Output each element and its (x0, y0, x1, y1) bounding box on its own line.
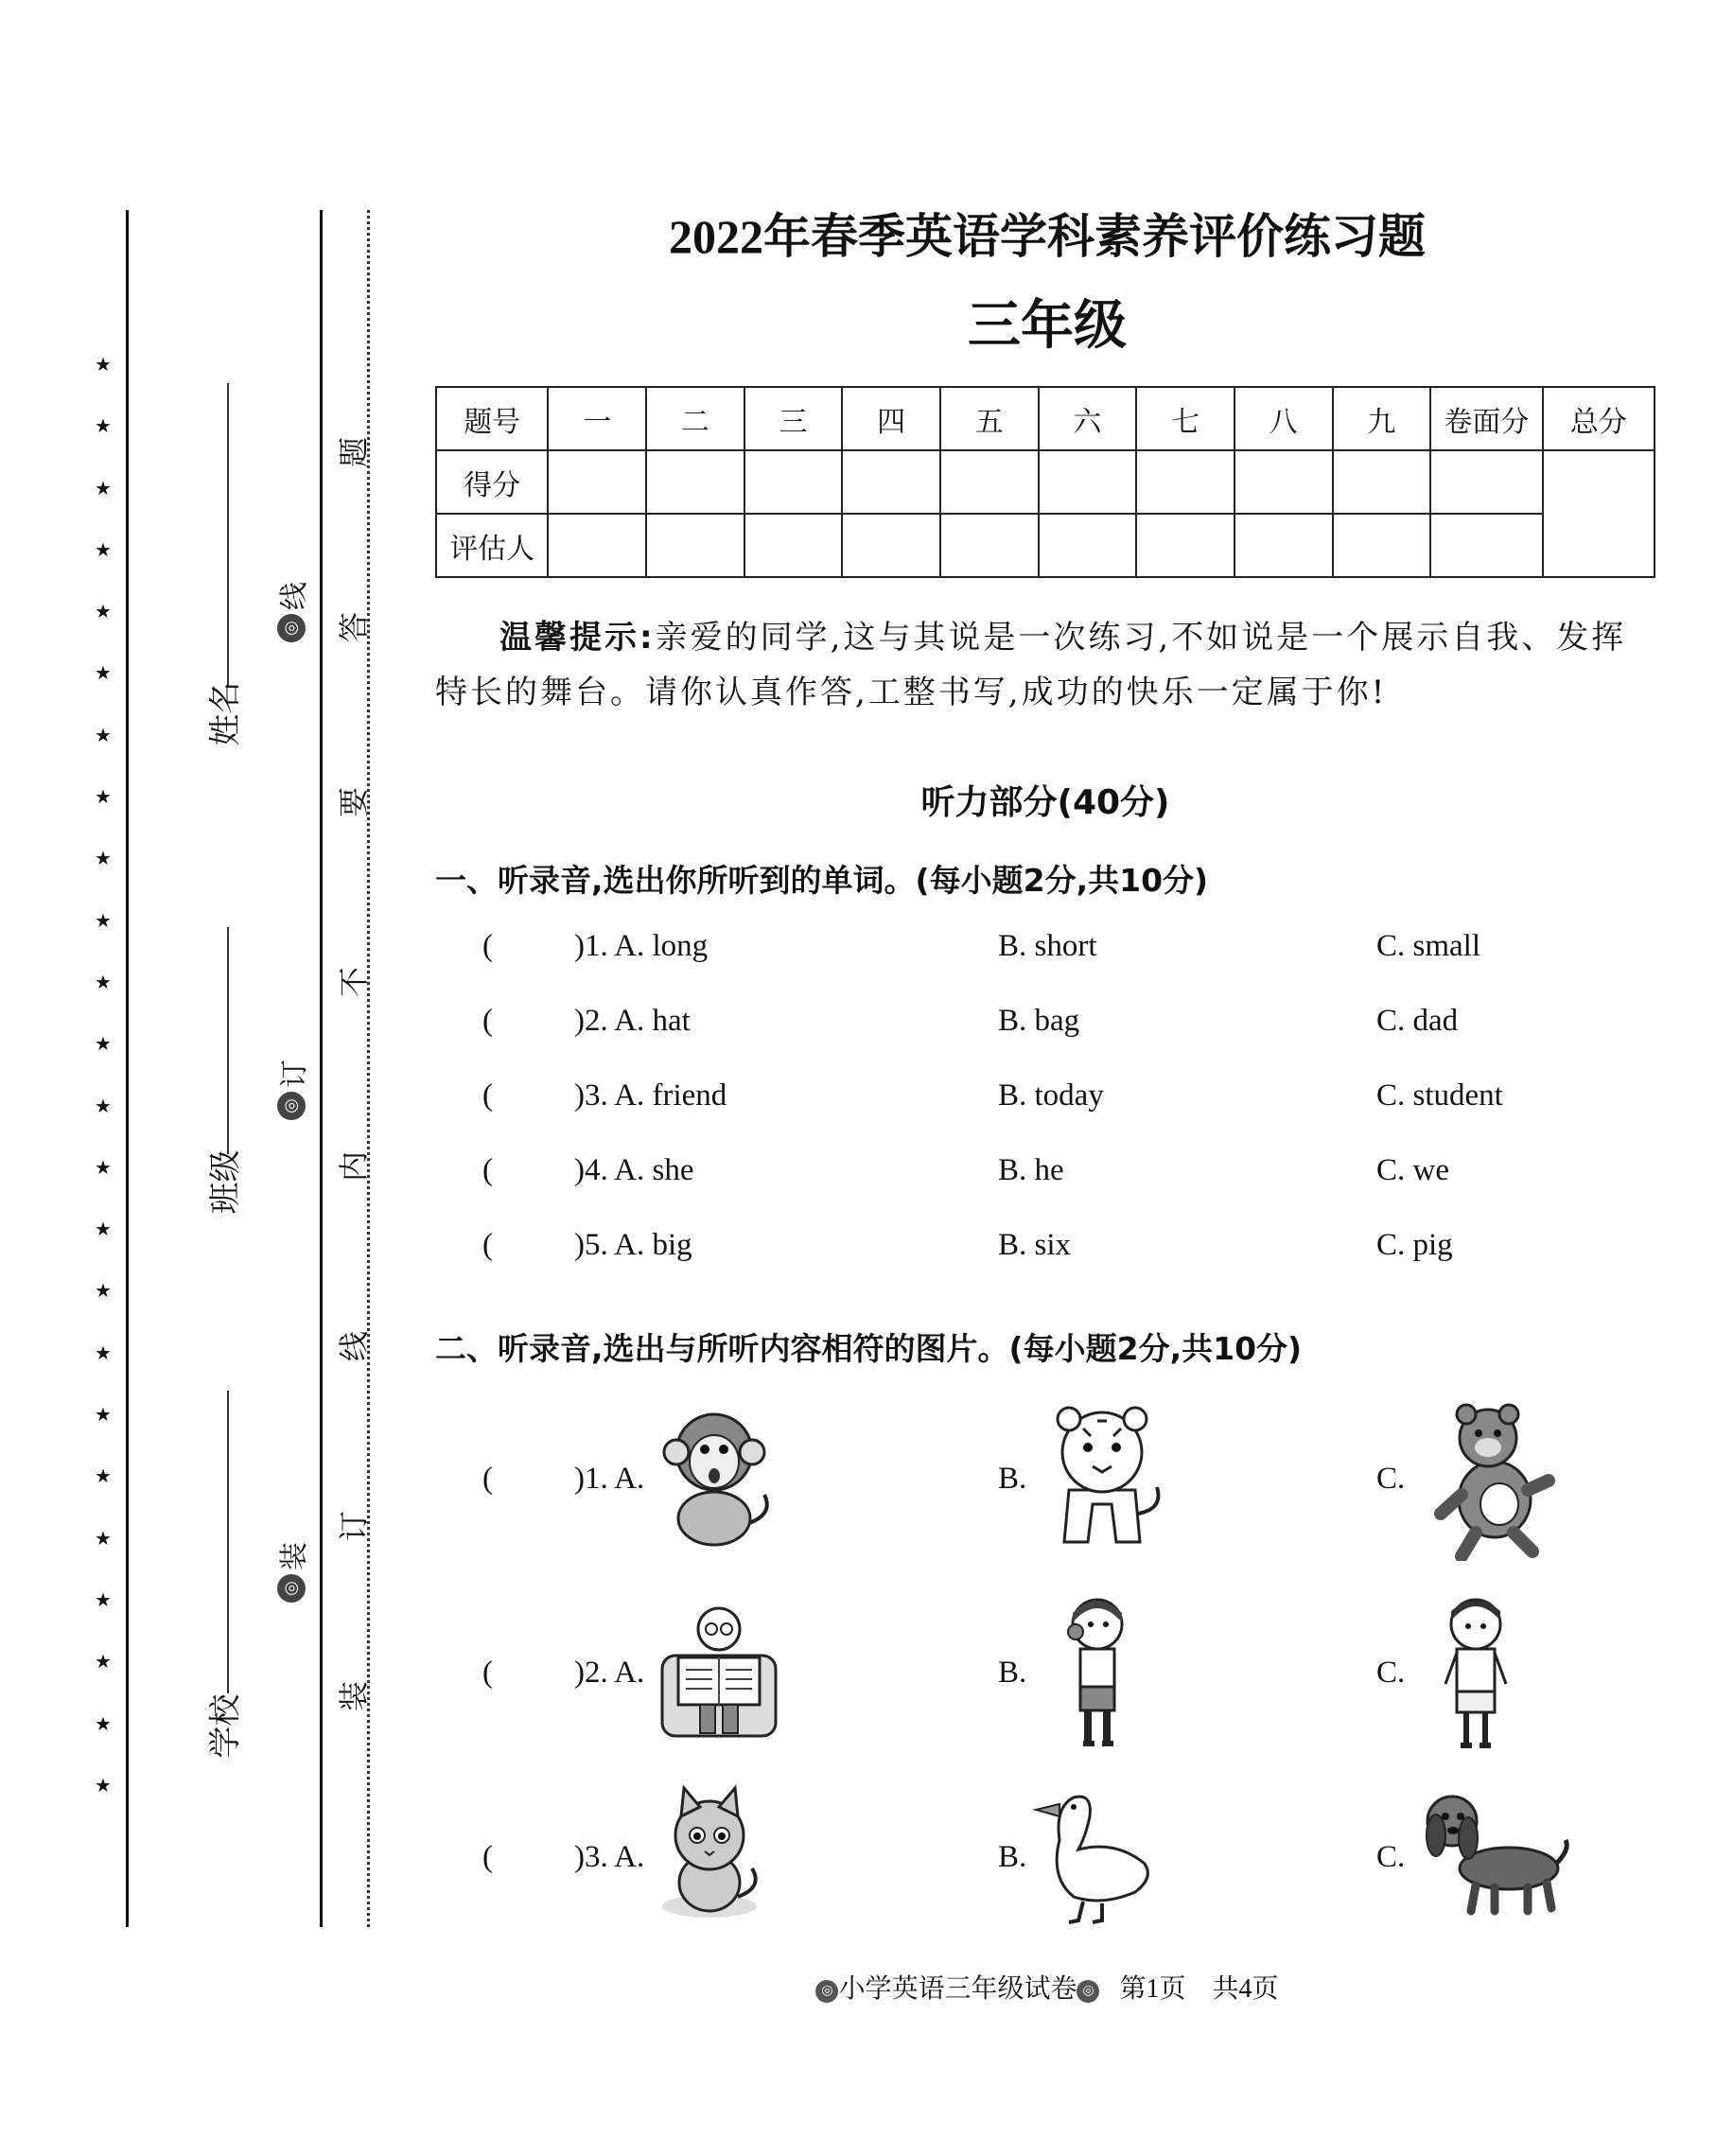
table-cell: 二 (646, 387, 744, 450)
option-c: C. dad (1376, 1004, 1459, 1038)
footer-total-pages: 共4页 (1212, 1974, 1279, 2004)
grandpa-icon[interactable] (657, 1599, 780, 1741)
binding-char: 答 (336, 612, 372, 643)
cat-icon[interactable] (657, 1783, 766, 1925)
table-cell: 四 (842, 387, 940, 450)
option-a: )1. A. (574, 1462, 645, 1496)
score-table-header-row (436, 387, 1655, 450)
option-c: C. we (1376, 1153, 1449, 1187)
option-a: )4. A. she (574, 1153, 694, 1187)
option-c: C. pig (1376, 1228, 1453, 1262)
table-cell: 总分 (1543, 387, 1655, 450)
monkey-icon[interactable] (662, 1400, 776, 1551)
option-c: C. small (1376, 929, 1481, 963)
table-cell: 五 (940, 387, 1039, 450)
girl-icon[interactable] (1055, 1594, 1140, 1755)
binding-char: 内 (336, 1151, 372, 1183)
table-cell: 题号 (436, 387, 548, 450)
answer-paren[interactable]: ( (482, 1462, 493, 1496)
table-cell: 六 (1039, 387, 1137, 450)
evaluator-cell[interactable] (1333, 514, 1431, 577)
score-cell[interactable] (1430, 450, 1542, 514)
score-table (435, 386, 1655, 578)
option-c: C. (1376, 1840, 1406, 1874)
seal-icon: ◎ (815, 1980, 838, 2003)
seal-icon: ◎ (277, 1092, 306, 1120)
seal-icon: ◎ (1077, 1980, 1099, 2003)
school-underline[interactable] (227, 1391, 229, 1693)
dog-icon[interactable] (1410, 1783, 1570, 1925)
binding-char: 订 (336, 1511, 372, 1542)
option-b: B. he (998, 1153, 1064, 1187)
answer-paren[interactable]: ( (482, 1078, 493, 1113)
question-row (482, 929, 1712, 986)
footer-page-number: 第1页 (1119, 1974, 1186, 2004)
exam-title: 2022年春季英语学科素养评价练习题 (669, 210, 1426, 263)
score-cell[interactable] (1234, 450, 1333, 514)
section-title: 听力部分(40分) (920, 783, 1170, 822)
question-row (482, 1153, 1712, 1210)
score-cell[interactable] (940, 450, 1039, 514)
tip-text: 亲爱的同学,这与其说是一次练习,不如说是一个展示自我、发挥特长的舞台。请你认真作答,工整书写,成功的快乐一定属于你! (435, 619, 1627, 711)
tip-paragraph (435, 610, 1655, 720)
table-cell: 卷面分 (1430, 387, 1542, 450)
option-a: )3. A. friend (574, 1078, 727, 1113)
tiger-icon[interactable] (1036, 1400, 1168, 1551)
table-cell: 三 (744, 387, 843, 450)
evaluator-cell[interactable] (842, 514, 940, 577)
duck-icon[interactable] (1031, 1783, 1164, 1925)
score-cell[interactable] (744, 450, 843, 514)
score-cell[interactable] (1333, 450, 1431, 514)
score-cell[interactable] (1136, 450, 1234, 514)
class-label: 班级 (206, 1149, 245, 1215)
binding-char: 线 (336, 1331, 372, 1362)
option-c: C. student (1376, 1078, 1503, 1113)
answer-paren[interactable]: ( (482, 1840, 493, 1874)
answer-paren[interactable]: ( (482, 1228, 493, 1262)
option-b: B. today (998, 1078, 1104, 1113)
name-label: 姓名 (206, 681, 245, 746)
question-1-heading: 一、听录音,选出你所听到的单词。(每小题2分,共10分) (435, 862, 1209, 899)
answer-paren[interactable]: ( (482, 1153, 493, 1187)
option-b: B. short (998, 929, 1097, 963)
table-cell: 一 (548, 387, 646, 450)
binding-char: 要 (336, 787, 372, 818)
table-cell: 九 (1333, 387, 1431, 450)
score-cell[interactable] (548, 450, 646, 514)
margin-line-right (320, 210, 323, 1927)
evaluator-row (436, 514, 1655, 577)
question-row (482, 1228, 1712, 1285)
evaluator-cell[interactable] (940, 514, 1039, 577)
evaluator-cell[interactable] (548, 514, 646, 577)
option-b: B. (998, 1840, 1027, 1874)
option-a: )5. A. big (574, 1228, 692, 1262)
footer-exam-name: 小学英语三年级试卷 (838, 1974, 1077, 2004)
option-a: )2. A. (574, 1656, 645, 1690)
option-b: B. (998, 1656, 1027, 1690)
option-a: )3. A. (574, 1840, 645, 1874)
table-row-label: 评估人 (436, 514, 548, 577)
seal-icon: ◎ (277, 1574, 306, 1603)
evaluator-cell[interactable] (744, 514, 843, 577)
option-c: C. (1376, 1462, 1406, 1496)
seal-icon: ◎ (277, 614, 306, 642)
table-row-label: 得分 (436, 450, 548, 514)
grade-title: 三年级 (968, 297, 1127, 356)
option-a: )1. A. long (574, 929, 709, 963)
option-b: B. bag (998, 1004, 1080, 1038)
evaluator-cell[interactable] (646, 514, 744, 577)
table-cell: 七 (1136, 387, 1234, 450)
seal-line: ◎ 线 (271, 582, 312, 642)
question-row (482, 1078, 1712, 1135)
margin-line-left (126, 210, 129, 1927)
page-footer (0, 1968, 1716, 2006)
total-score-cell[interactable] (1543, 450, 1655, 577)
seal-order: ◎ 订 (271, 1060, 312, 1120)
option-c: C. (1376, 1656, 1406, 1690)
score-cell[interactable] (646, 450, 744, 514)
question-2-heading: 二、听录音,选出与所听内容相符的图片。(每小题2分,共10分) (435, 1330, 1303, 1367)
answer-paren[interactable]: ( (482, 1004, 493, 1038)
evaluator-cell[interactable] (1136, 514, 1234, 577)
school-label: 学校 (206, 1693, 245, 1759)
question-row (482, 1004, 1712, 1060)
bear-icon[interactable] (1433, 1400, 1556, 1561)
margin-stars: ★ ★ ★ ★ ★ ★ ★ ★ ★ ★ ★ ★ ★ ★ ★ ★ ★ ★ ★ ★ ★ ★ ★ ★ (95, 353, 112, 1797)
tip-label: 温馨提示: (499, 619, 656, 657)
boy-icon[interactable] (1438, 1594, 1514, 1755)
score-cell[interactable] (1039, 450, 1137, 514)
answer-paren[interactable]: ( (482, 929, 493, 963)
binding-char: 装 (336, 1681, 372, 1712)
option-b: B. six (998, 1228, 1072, 1262)
evaluator-cell[interactable] (1234, 514, 1333, 577)
binding-char: 题 (336, 437, 372, 468)
option-a: )2. A. hat (574, 1004, 691, 1038)
name-underline[interactable] (227, 383, 229, 686)
answer-paren[interactable]: ( (482, 1656, 493, 1690)
evaluator-cell[interactable] (1039, 514, 1137, 577)
class-underline[interactable] (227, 927, 229, 1154)
table-cell: 八 (1234, 387, 1333, 450)
seal-bind: ◎ 装 (271, 1542, 312, 1603)
evaluator-cell[interactable] (1430, 514, 1542, 577)
score-row (436, 450, 1655, 514)
binding-char: 不 (336, 967, 372, 998)
score-cell[interactable] (842, 450, 940, 514)
option-b: B. (998, 1462, 1027, 1496)
